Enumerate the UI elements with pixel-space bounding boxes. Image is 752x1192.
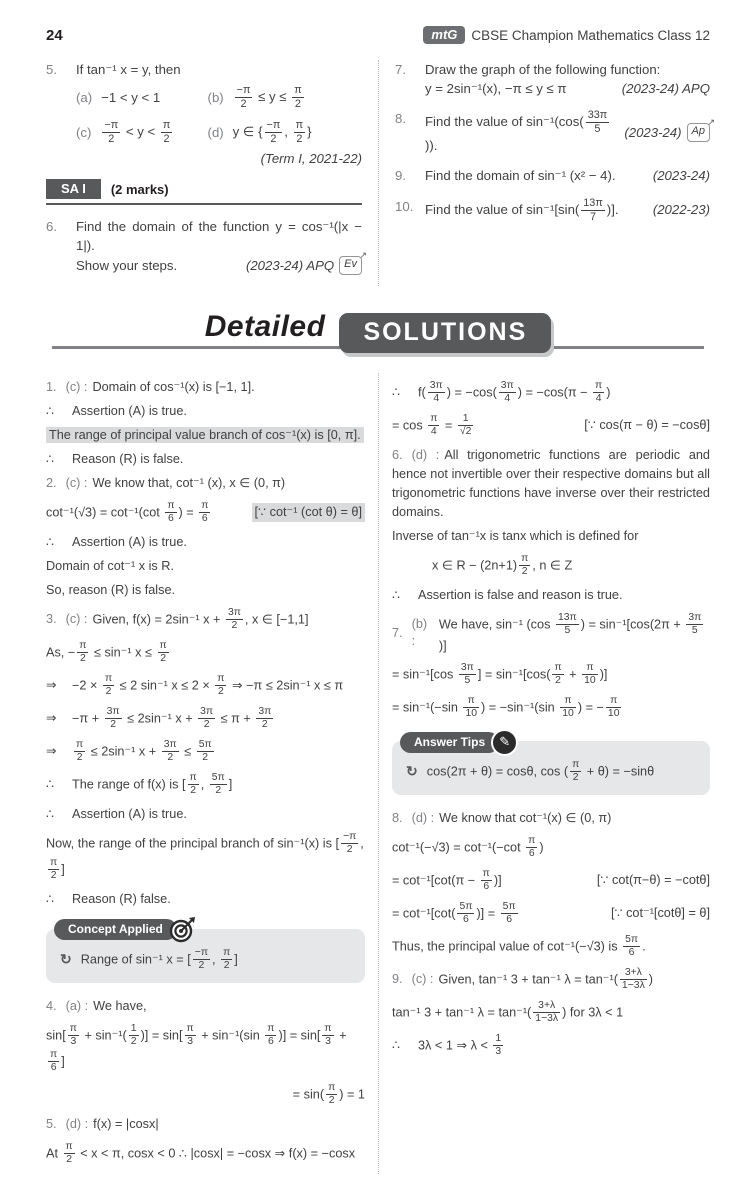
option-letter: (b): [207, 90, 224, 106]
tip-text: cos(2π + θ) = cosθ, cos ( $\frac{\pi}{2}$ + θ) = −sinθ: [426, 758, 655, 784]
option-text: −1 < y < 1: [101, 90, 161, 106]
solution-9: 9. (c) : Given, tan⁻¹ 3 + tan⁻¹ λ = tan⁻¹( $\frac{3+\lambda}{1-3\lambda}$ ): [392, 966, 654, 992]
exam-year-tag: (2023-24): [624, 124, 682, 140]
section-label: SA I: [46, 179, 101, 199]
solutions-banner: [52, 310, 704, 349]
question-text: Find the value of sin⁻¹(cos( $\frac{33\pi}{5}$ )).: [425, 109, 608, 154]
question-number: 5.: [46, 62, 57, 77]
question-text: Find the domain of sin⁻¹ (x² − 4).: [425, 168, 616, 184]
answer-tips-box: [392, 734, 710, 795]
solution-3: 3. (c) : Given, f(x) = 2sin⁻¹ x + $\frac{3\pi}{2}$ , x ∈ [−1,1]: [46, 606, 309, 632]
exam-year-tag: (2023-24) APQ: [245, 257, 335, 273]
options: [76, 84, 362, 146]
option-a: [76, 84, 208, 111]
solution-6: 6. (d) : All trigonometric functions are periodic and hence not invertible over their respective domains but all trigonometric functions have inverse over their restricted domains.: [392, 447, 710, 519]
solution-5: 5. (d) : f(x) = |cosx|: [46, 1116, 159, 1131]
section-sa1-bar: [46, 179, 362, 205]
banner-solutions: SOLUTIONS: [339, 313, 551, 353]
question-6: [46, 217, 367, 274]
question-10: [395, 197, 710, 224]
option-letter: (a): [76, 90, 93, 106]
exam-year-tag: (2023-24): [652, 168, 710, 184]
option-letter: (d): [207, 125, 224, 141]
option-text: $\frac{-\pi}{2}$ ≤ y ≤ $\frac{\pi}{2}$: [236, 84, 302, 111]
question-5: [46, 60, 362, 168]
option-letter: (c): [76, 125, 92, 141]
exam-term-tag: (Term I, 2021-22): [260, 151, 362, 167]
question-number: 7.: [395, 62, 406, 77]
concept-applied-badge: Concept Applied: [54, 917, 195, 943]
solution-5-continued: ∴ f( $\frac{3\pi}{4}$ ) = −cos( $\frac{3\pi}{4}$ ) = −cos(π − $\frac{\pi}{4}$ ): [392, 379, 611, 405]
concept-text: Range of sin⁻¹ x = [ $\frac{-\pi}{2}$ , $\frac{\pi}{2}$ ]: [80, 946, 238, 972]
questions-section: [46, 60, 715, 286]
exam-year-tag: (2022-23): [652, 202, 710, 218]
solution-8: 8. (d) : We know that cot⁻¹(x) ∈ (0, π): [392, 810, 612, 825]
bullet-icon: ↻: [406, 763, 418, 780]
section-marks: (2 marks): [110, 181, 169, 197]
exam-year-tag: (2023-24) APQ: [621, 81, 710, 97]
reason-note: [∵ cot⁻¹ (cot θ) = θ]: [252, 503, 366, 522]
option-text: y ∈ { $\frac{-\pi}{2}$ , $\frac{\pi}{2}$ }: [232, 119, 312, 146]
question-9: [395, 166, 710, 185]
question-number: 10.: [395, 198, 414, 214]
question-number: 9.: [395, 168, 406, 184]
brand: [423, 26, 710, 44]
ap-badge: Ap ↗: [687, 123, 710, 142]
solution-7: 7. (b) : We have, sin⁻¹ (cos $\frac{13\pi}{5}$ ) = sin⁻¹[cos(2π + $\frac{3\pi}{5}$ )]: [392, 611, 702, 653]
question-text: If tan⁻¹ x = y, then: [76, 62, 181, 77]
question-text: y = 2sin⁻¹(x), −π ≤ y ≤ π: [425, 81, 567, 97]
page-header: [46, 26, 710, 44]
question-text: Draw the graph of the following function:: [425, 62, 661, 77]
bullet-icon: ↻: [60, 951, 72, 968]
arrow-icon: ↗: [359, 249, 367, 260]
target-icon: [169, 917, 195, 943]
reason-note: [∵ cot(π−θ) = −cotθ]: [596, 873, 710, 888]
solution-4: 4. (a) : We have,: [46, 998, 147, 1013]
questions-left-column: [46, 60, 378, 286]
solutions-section: [46, 373, 710, 1174]
question-text: Find the domain of the function y = cos⁻¹(|x − 1|).: [76, 219, 362, 254]
solutions-left-column: 1. (c) : Domain of cos⁻¹(x) is [−1, 1]. ∴ Assertion (A) is true. The range of principal value branch of cos⁻¹(x) is [0, π]. ∴ Reason (R) is false. 2. (c) : We know that, cot⁻¹ (x), x ∈ (0, π) cot⁻¹(√3) = cot⁻¹(cot $\frac{\pi}{6}$ ) = $\frac{\pi}{6}$ [∵ cot⁻¹ (cot θ) = θ] ∴ Assertion (A) is true. Domain of cot⁻¹ x is R. So, reason (R) is false. 3. (c) : Given, f(x) = 2sin⁻¹ x + $\frac{3\pi}{2}$ , x ∈ [−1,1] As, − $\frac{\pi}{2}$ ≤ sin⁻¹ x ≤ $\frac{\pi}{2}$ ⇒ −2 × $\frac{\pi}{2}$ ≤ 2 sin⁻¹ x ≤ 2 × $\frac{\pi}{2}$ ⇒ −π ≤ 2sin⁻¹ x ≤ π ⇒ −π + $\frac{3\pi}{2}$ ≤ 2sin⁻¹ x + $\frac{3\pi}{2}$ ≤ π + $\frac{3\pi}{2}$ ⇒ $\frac{\pi}{2}$ ≤ 2sin⁻¹ x + $\frac{3\pi}{2}$ ≤ $\frac{5\pi}{2}$ ∴ The range of f(x) is [ $\frac{\pi}{2}$ , $\frac{5\pi}{2}$ ] ∴ Assertion (A) is true. Now, the range of the principal branch of sin⁻¹(x) is [ $\frac{-\pi}{2}$ , $\frac{\pi}{2}$ ] ∴ Reason (R) false. Concept Applied ↻ Range of sin⁻¹ x = [ $\frac{-\pi}{2}$ , $\frac{\pi}{2}$ ] 4. (a) : We have, sin[ $\frac{\pi}{3}$ + sin⁻¹( $\frac{1}{2}$ )] = sin[ $\frac{\pi}{3}$ + sin⁻¹(sin $\frac{\pi}{6}$ )] = sin[ $\frac{\pi}{3}$ + $\frac{\pi}{6}$ ] = sin( $\frac{\pi}{2}$ ) = 1 5. (d) : f(x) = |cosx| At $\frac{\pi}{2}$ < x < π, cosx < 0 ∴ |cosx| = −cosx ⇒ f(x) = −cosx: [46, 379, 365, 1166]
ev-badge: Ev ↗: [339, 256, 362, 275]
option-b: [208, 84, 362, 111]
reason-note: [∵ cos(π − θ) = −cosθ]: [584, 418, 710, 433]
page-number: 24: [46, 26, 63, 44]
option-text: $\frac{-\pi}{2}$ < y < $\frac{\pi}{2}$: [104, 119, 171, 146]
question-8: [395, 109, 715, 155]
solution-2: 2. (c) : We know that, cot⁻¹ (x), x ∈ (0, π): [46, 475, 286, 490]
option-c: [76, 119, 208, 146]
option-d: [208, 119, 362, 146]
mtg-logo: mtG: [423, 26, 465, 44]
answer-tips-badge: Answer Tips ✎: [400, 729, 518, 756]
reason-note: [∵ cot⁻¹[cotθ] = θ]: [610, 906, 710, 921]
book-title: CBSE Champion Mathematics Class 12: [471, 27, 710, 43]
question-number: 6.: [46, 219, 57, 235]
question-text: Find the value of sin⁻¹[sin( $\frac{13\pi}{7}$ )].: [425, 196, 619, 223]
question-number: 8.: [395, 111, 406, 127]
solutions-right-column: ∴ f( $\frac{3\pi}{4}$ ) = −cos( $\frac{3\pi}{4}$ ) = −cos(π − $\frac{\pi}{4}$ ) = cos $\frac{\pi}{4}$ = $\frac{1}{√2}$ [∵ cos(π − θ) = −cosθ] 6. (d) : All trigonometric functions are periodic and hence not invertible over their respective domains but all trigonometric functions have inverse over their restricted domains. Inverse of tan⁻¹x is tanx which is defined for x ∈ R − (2n+1) $\frac{\pi}{2}$ , n ∈ Z ∴ Assertion is false and reason is true. 7. (b) : We have, sin⁻¹ (cos $\frac{13\pi}{5}$ ) = sin⁻¹[cos(2π + $\frac{3\pi}{5}$ )] = sin⁻¹[cos $\frac{3\pi}{5}$ ] = sin⁻¹[cos( $\frac{\pi}{2}$ + $\frac{\pi}{10}$ )] = sin⁻¹(−sin $\frac{\pi}{10}$ ) = −sin⁻¹(sin $\frac{\pi}{10}$ ) = − $\frac{\pi}{10}$ Answer Tips ✎ ↻ cos(2π + θ) = cosθ, cos ( $\frac{\pi}{2}$ + θ) = −sinθ 8. (d) : We know that cot⁻¹(x) ∈ (0, π) cot⁻¹(−√3) = cot⁻¹(−cot $\frac{\pi}{6}$ ) = cot⁻¹[cot(π − $\frac{\pi}{6}$ )] [∵ cot(π−θ) = −cotθ] = cot⁻¹[cot( $\frac{5\pi}{6}$ )] = $\frac{5\pi}{6}$ [∵ cot⁻¹[cotθ] = θ] Thus, the principal value of cot⁻¹(−√3) is $\frac{5\pi}{6}$ . 9. (c) : Given, tan⁻¹ 3 + tan⁻¹ λ = tan⁻¹( $\frac{3+\lambda}{1-3\lambda}$ ) tan⁻¹ 3 + tan⁻¹ λ = tan⁻¹( $\frac{3+\lambda}{1-3\lambda}$ ) for 3λ < 1 ∴ 3λ < 1 ⇒ λ < $\frac{1}{3}$: [378, 373, 710, 1174]
highlighted-text: The range of principal value branch of cos⁻¹(x) is [0, π].: [46, 427, 364, 443]
banner-detailed: Detailed: [204, 309, 326, 343]
question-text: Show your steps.: [76, 257, 178, 273]
arrow-icon: ↗: [707, 116, 715, 127]
concept-applied-box: [46, 922, 365, 983]
pen-icon: ✎: [491, 729, 518, 756]
question-7: [395, 60, 710, 98]
solution-1: 1. (c) : Domain of cos⁻¹(x) is [−1, 1].: [46, 379, 255, 394]
questions-right-column: [378, 60, 715, 286]
